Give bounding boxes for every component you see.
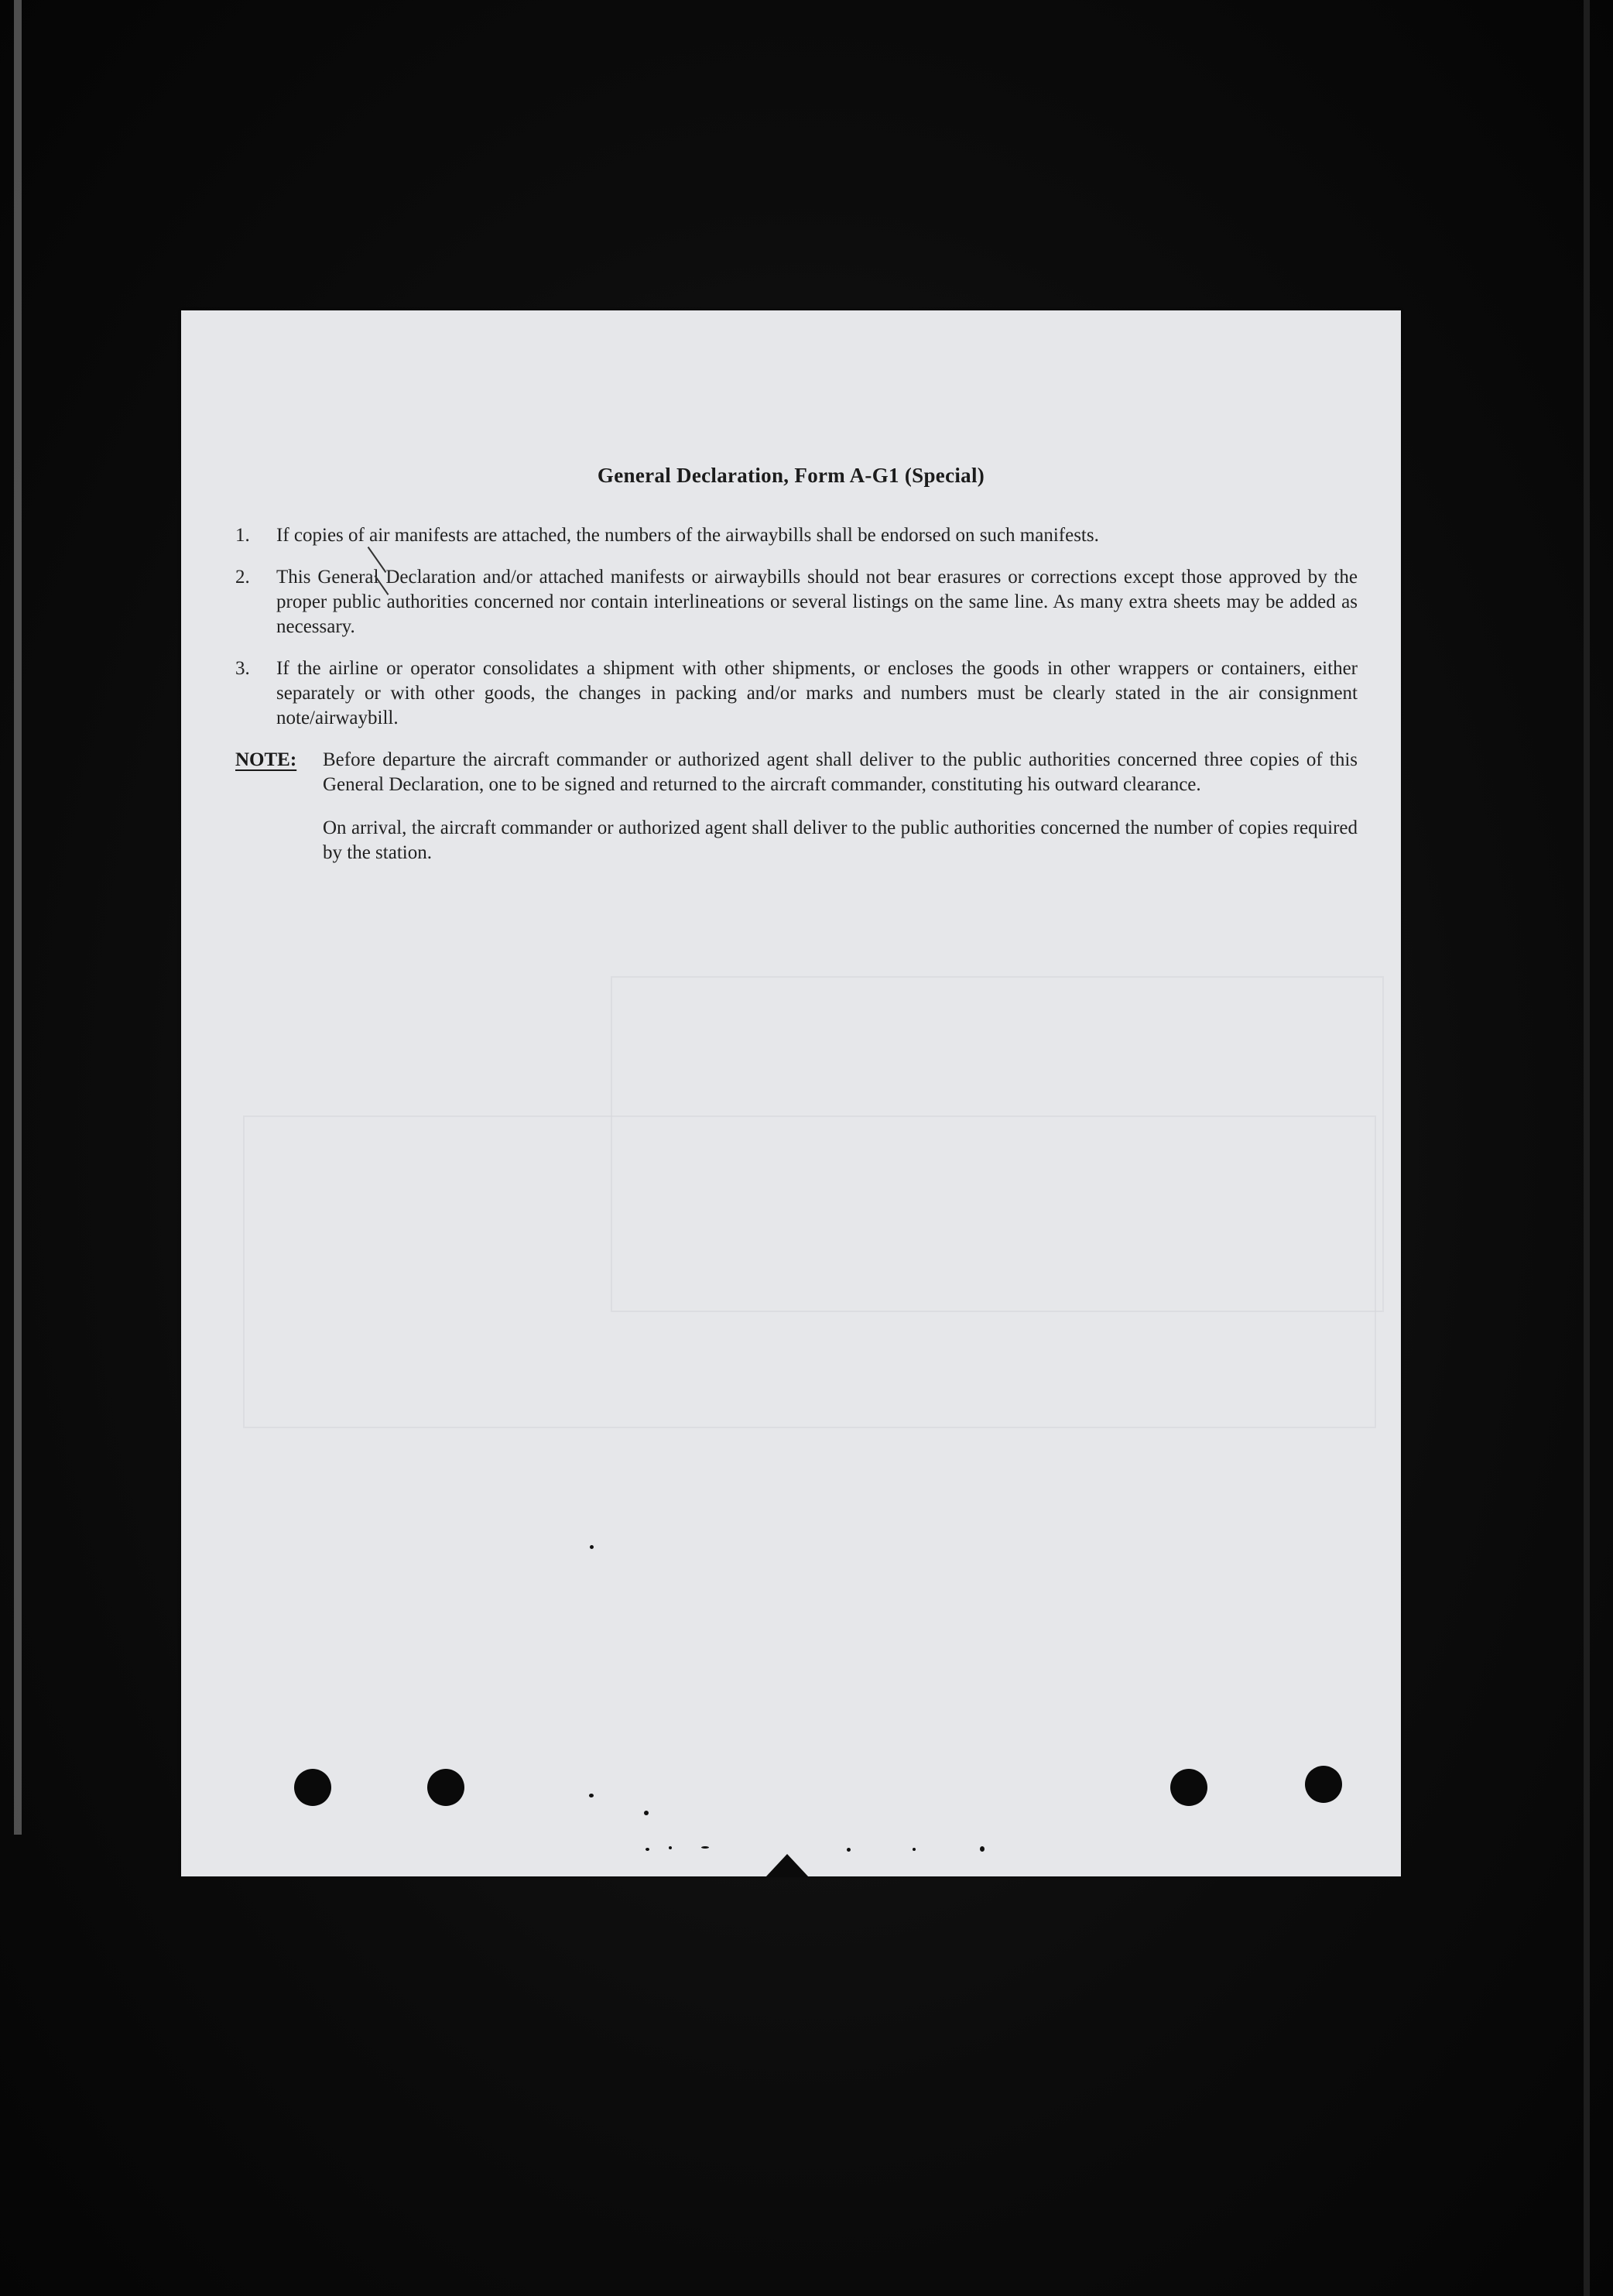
speck [847, 1848, 851, 1852]
item-number: 1. [235, 525, 250, 546]
speck [644, 1811, 649, 1815]
speck [646, 1848, 649, 1851]
list-item [235, 523, 1358, 548]
punch-hole [1170, 1769, 1207, 1806]
item-text: If the airline or operator consolidates a shipment with other shipments, or encloses the goods in other wrappers or containers, either separately or with other goods, the changes in packing and/or marks and numbers must be clearly stated in the air consignment note/airwaybill. [276, 658, 1358, 728]
punch-hole [1305, 1766, 1342, 1803]
show-through-box [611, 976, 1384, 1312]
note-section [235, 748, 1358, 884]
page-title: General Declaration, Form A-G1 (Special) [597, 464, 985, 487]
note-paragraph: Before departure the aircraft commander or authorized agent shall deliver to the public authorities concerned three copies of this General Declaration, one to be signed and returned to the aircraft commander, constituting his outward clearance. [323, 749, 1358, 795]
item-number: 2. [235, 567, 250, 588]
punch-hole [427, 1769, 464, 1806]
instruction-list [235, 523, 1358, 884]
item-text: If copies of air manifests are attached, the numbers of the airwaybills shall be endorsed on such manifests. [276, 525, 1099, 546]
note-label: NOTE: [235, 749, 297, 770]
item-text: This General Declaration and/or attached manifests or airwaybills should not bear erasures or corrections except those approved by the proper public authorities concerned nor contain interlineations or several listings on the same line. As many extra sheets may be added as necessary. [276, 567, 1358, 637]
speck [669, 1846, 672, 1849]
scan-right-strip [1584, 0, 1590, 2296]
note-paragraph: On arrival, the aircraft commander or authorized agent shall deliver to the public authorities concerned the number of copies required by the station. [323, 817, 1358, 863]
speck [589, 1794, 594, 1797]
list-item [235, 565, 1358, 639]
document-page [181, 310, 1401, 1876]
speck [980, 1846, 985, 1852]
speck [590, 1545, 594, 1549]
item-number: 3. [235, 658, 250, 679]
speck [913, 1848, 916, 1851]
punch-hole [294, 1769, 331, 1806]
paper-tear [765, 1854, 809, 1877]
scan-edge-strip [14, 0, 22, 1835]
speck [701, 1846, 709, 1849]
list-item [235, 656, 1358, 731]
note-body [323, 748, 1358, 884]
